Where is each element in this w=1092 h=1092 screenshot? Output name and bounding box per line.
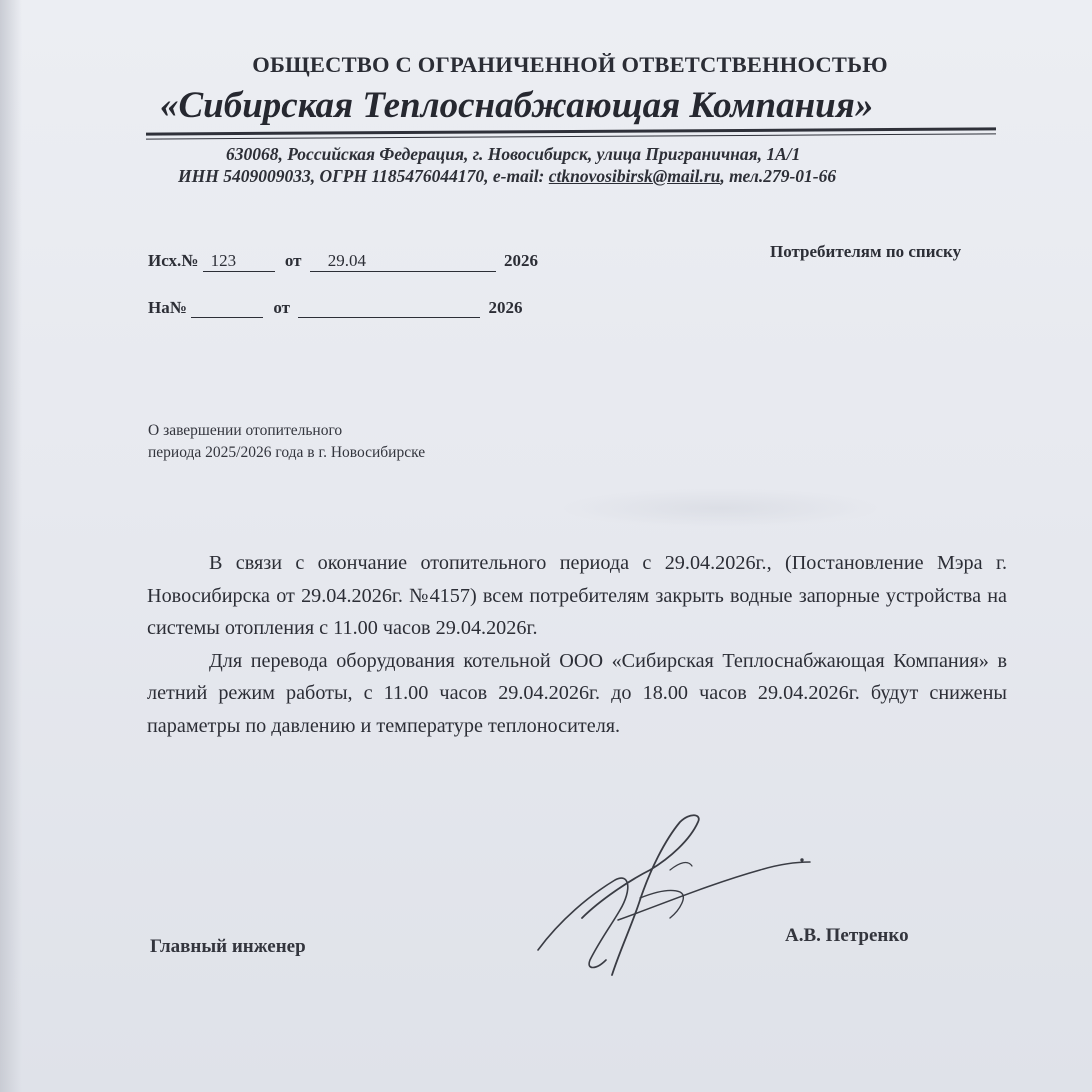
org-legal-form: ОБЩЕСТВО С ОГРАНИЧЕННОЙ ОТВЕТСТВЕННОСТЬЮ [252, 52, 888, 77]
signatory-role: Главный инженер [150, 936, 306, 957]
org-email: ctknovosibirsk@mail.ru [548, 166, 721, 186]
subject-line-1: О завершении отопительного [148, 422, 343, 439]
org-ids: ИНН 5409009033, ОГРН 1185476044170, e-mail: [178, 166, 549, 186]
subject [148, 420, 548, 464]
addressee: Потребителям по списку [770, 242, 962, 261]
incoming-number [191, 299, 263, 318]
incoming-date [298, 299, 480, 318]
org-phone: , тел.279-01-66 [720, 166, 837, 186]
outgoing-from-label: от [284, 251, 302, 270]
body-paragraph-2: Для перевода оборудования котельной ООО «Сибирская Теплоснабжающая Компания» в летний режим работы, с 11.00 часов 29.04.2026г. до 18.00 часов 29.04.2026г. будут снижены параметры по давлению и температуре теплоносителя. [147, 649, 1007, 737]
outgoing-number: 123 [203, 251, 275, 272]
signatory-name: А.В. Петренко [785, 925, 909, 946]
org-requisites [178, 166, 836, 187]
org-address: 630068, Российская Федерация, г. Новосибирск, улица Приграничная, 1А/1 [226, 144, 801, 164]
incoming-registration [148, 298, 522, 318]
incoming-year: 2026 [488, 298, 523, 317]
incoming-label: На№ [148, 298, 187, 317]
outgoing-registration [148, 251, 538, 272]
outgoing-year: 2026 [504, 251, 539, 270]
letter-body [147, 547, 1007, 743]
outgoing-label: Исх.№ [148, 251, 199, 270]
subject-line-2: периода 2025/2026 года в г. Новосибирске [148, 444, 426, 461]
handwritten-signature [520, 800, 840, 990]
page-edge-shadow [0, 0, 22, 1092]
body-paragraph-1: В связи с окончание отопительного периода с 29.04.2026г., (Постановление Мэра г. Новосибирска от 29.04.2026г. №4157) всем потребителям закрыть водные запорные устройства на системы отопления с 11.00 часов 29.04.2026г. [147, 552, 1007, 640]
incoming-from-label: от [273, 298, 290, 317]
faint-bleedthrough [560, 488, 880, 528]
outgoing-date: 29.04 [310, 251, 496, 272]
org-name: «Сибирская Теплоснабжающая Компания» [160, 85, 874, 126]
